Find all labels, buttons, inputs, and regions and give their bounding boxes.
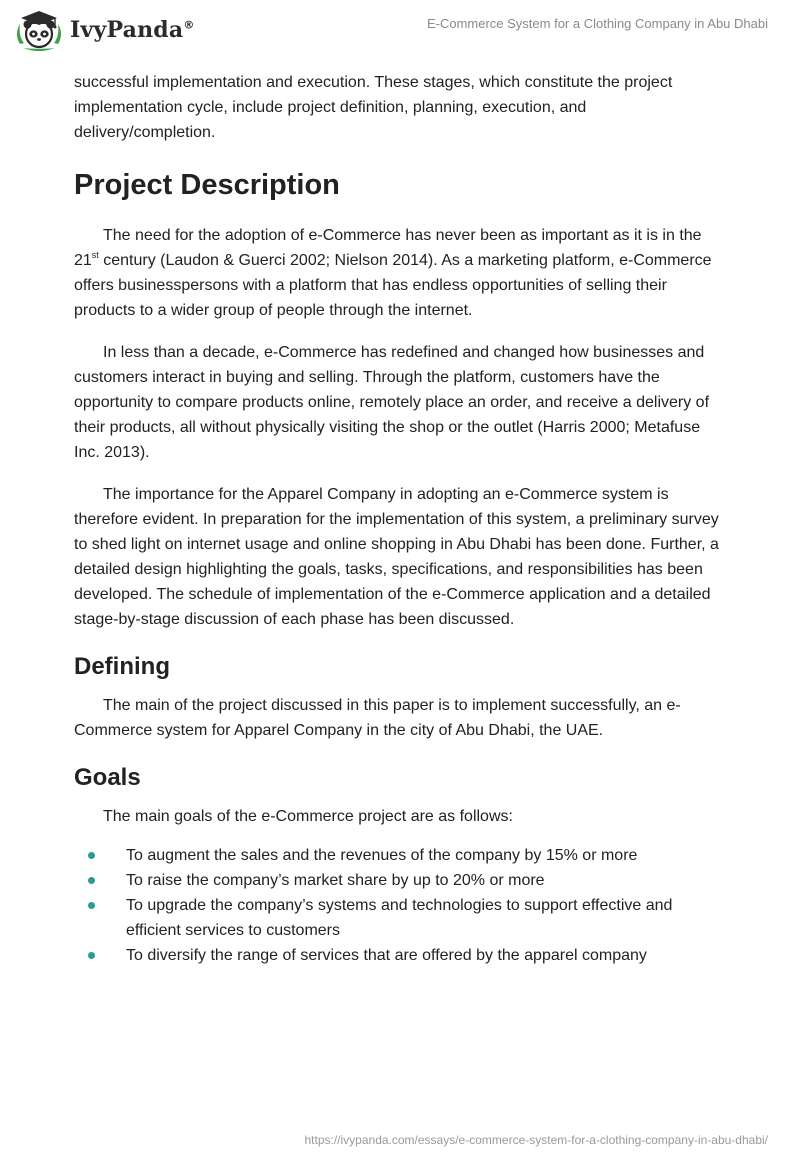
logo-wordmark: IvyPanda® [70, 17, 195, 43]
list-item: To augment the sales and the revenues of the company by 15% or more [74, 843, 724, 868]
document-body [74, 70, 724, 968]
project-description-paragraph-3: The importance for the Apparel Company in adopting an e-Commerce system is therefore evident. In preparation for the implementation of this system, a preliminary survey to shed light on internet usage and online shopping in Abu Dhabi has been done. Further, a detailed design highlighting the goals, tasks, specifications, and responsibilities has been developed. The schedule of implementation of the e-Commerce application and a detailed stage-by-stage discussion of each phase has been discussed. [74, 486, 719, 628]
project-description-paragraph-2: In less than a decade, e-Commerce has redefined and changed how businesses and customers interact in buying and selling. Through the platform, customers have the opportunity to compare products online, remotely place an order, and receive a delivery of their products, all without physically visiting the shop or the outlet (Harris 2000; Metafuse Inc. 2013). [74, 344, 710, 461]
defining-paragraph: The main of the project discussed in this paper is to implement successfully, an e-Commerce system for Apparel Company in the city of Abu Dhabi, the UAE. [74, 697, 681, 739]
list-item: To upgrade the company’s systems and technologies to support effective and efficient services to customers [74, 893, 724, 943]
bullet-icon [88, 952, 95, 959]
source-url-link[interactable]: https://ivypanda.com/essays/e-commerce-system-for-a-clothing-company-in-abu-dhabi/ [304, 1133, 768, 1147]
bullet-icon [88, 877, 95, 884]
goals-list [74, 843, 724, 968]
document-title: E-Commerce System for a Clothing Company in Abu Dhabi [426, 16, 768, 31]
goals-heading: Goals [74, 764, 141, 791]
bullet-icon [88, 902, 95, 909]
project-description-paragraph-1: The need for the adoption of e-Commerce has never been as important as it is in the 21st century (Laudon & Guerci 2002; Nielson 2014). As a marketing platform, e-Commerce offers businesspersons with a platform that has endless opportunities of selling their products to a wider group of people through the internet. [74, 227, 712, 319]
page-header [0, 0, 800, 60]
ivypanda-logo[interactable] [14, 8, 195, 52]
panda-graduate-icon [14, 8, 64, 52]
project-description-heading: Project Description [74, 169, 340, 201]
goals-intro: The main goals of the e-Commerce project are as follows: [103, 808, 513, 825]
list-item: To raise the company’s market share by up to 20% or more [74, 868, 724, 893]
defining-heading: Defining [74, 653, 170, 680]
intro-paragraph: successful implementation and execution. These stages, which constitute the project implementation cycle, include project definition, planning, execution, and delivery/completion. [74, 74, 673, 141]
bullet-icon [88, 852, 95, 859]
list-item: To diversify the range of services that are offered by the apparel company [74, 943, 724, 968]
